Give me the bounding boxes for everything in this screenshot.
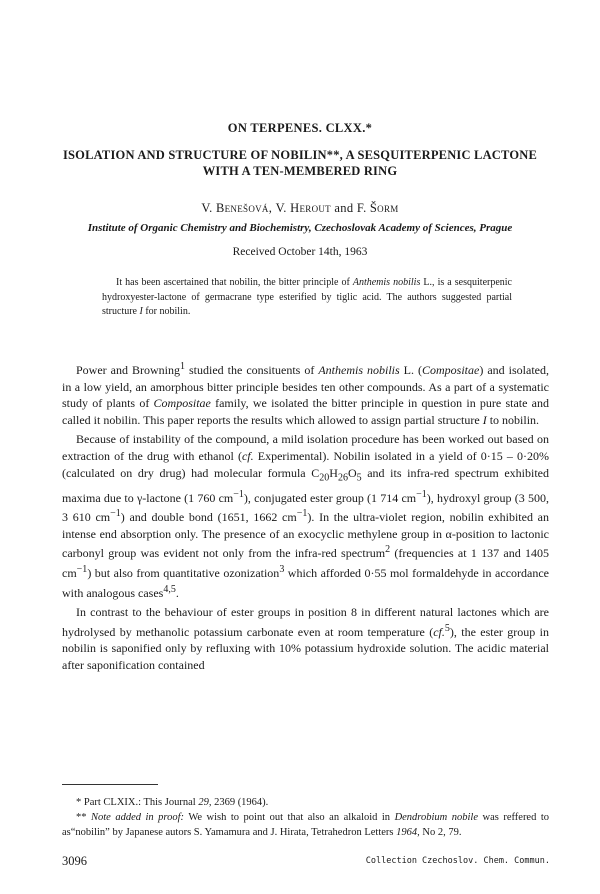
citation-ref: 1 — [180, 361, 185, 372]
text-run: . — [175, 585, 179, 600]
unit-exponent: −1 — [296, 508, 308, 520]
abstract-species: Anthemis nobilis — [352, 277, 421, 288]
text-run: L. ( — [399, 363, 422, 377]
note-label: Note added in proof: — [91, 812, 185, 823]
received-date: Received October 14th, 1963 — [232, 246, 368, 258]
footnote-2 — [62, 810, 549, 840]
text-run: O — [347, 465, 357, 480]
text-run: No 2, 79. — [419, 827, 462, 838]
text-italic: cf. — [241, 448, 254, 463]
abstract-structure-ref: I — [139, 306, 143, 317]
author-1: V. Benešová, — [201, 201, 273, 215]
text-run: Because of instability of the compound, a mild isolation procedure has been worked out based on extraction of the drug with ethanol ( — [62, 432, 549, 463]
paragraph-3 — [62, 604, 549, 673]
text-run: family, we isolated the bitter principle in question in pure state and called it nobilin. This paper reports the results which allowed to assign partial structure — [62, 396, 549, 427]
paragraph-1 — [62, 359, 549, 428]
series-title: ON TERPENES. CLXX.* — [227, 121, 373, 135]
volume-number: 29, — [198, 797, 212, 808]
text-run: ) and isolated, in a low yield, an amorphous bitter principle besides ten other compounds. As a part of a systematic study of plants of — [62, 363, 549, 411]
text-run: ). In the ultra-violet region, nobilin exhibited an intense end absorption only. The presence of an exocyclic methylene group in α-position to lactonic carbonyl group was evident not only from the infra-red spectrum — [62, 510, 550, 561]
unit-exponent: −1 — [416, 488, 427, 500]
text-run: was reffered to as“nobilin” by Japanese autors S. Yamamura and J. Hirata, Tetrahedron Letters — [62, 812, 550, 838]
text-run: to nobilin. — [486, 412, 540, 427]
abstract — [102, 276, 512, 320]
text-run: and its infra-red spectrum exhibited maxima due to γ-lactone (1 760 cm — [62, 465, 549, 505]
author-3: F. Šorm — [356, 201, 399, 215]
text-run: ) but also from quantitative ozonization — [87, 565, 280, 580]
text-run: * Part CLXIX.: This Journal — [76, 797, 199, 808]
citation-ref: 3 — [279, 563, 285, 575]
text-run: studied the consituents of — [185, 363, 319, 377]
authors-conjunction: and — [334, 201, 354, 215]
affiliation: Institute of Organic Chemistry and Biochemistry, Czechoslovak Academy of Sciences, Prague — [87, 222, 513, 234]
abstract-text: for nobilin. — [142, 306, 191, 317]
formula-subscript: 26 — [337, 471, 348, 483]
text-run: Experimental). Nobilin isolated in a yield of 0·15 – 0·20% (calculated on dry drug) had molecular formula C — [62, 448, 549, 480]
paragraph-2 — [62, 431, 549, 601]
family-name: Compositae — [422, 363, 480, 377]
authors-line — [0, 201, 600, 216]
citation-ref: 5 — [444, 622, 450, 634]
text-run: 2369 (1964). — [211, 797, 269, 808]
footnotes — [62, 795, 549, 840]
page-number: 3096 — [62, 854, 87, 868]
family-name: Compositae — [153, 396, 211, 411]
text-run: ** — [76, 812, 91, 823]
journal-name: Collection Czechoslov. Chem. Commun. — [365, 856, 550, 866]
text-run: which afforded 0·55 mol formaldehyde in accordance with analogous cases — [62, 565, 549, 600]
text-run: ), conjugated ester group (1 714 cm — [243, 490, 417, 505]
citation-ref: 2 — [385, 544, 391, 556]
paper-title: ISOLATION AND STRUCTURE OF NOBILIN**, A SESQUITERPENIC LACTONE WITH A TEN-MEMBERED RING — [62, 148, 538, 178]
text-italic: cf. — [433, 624, 445, 639]
text-run: ), hydroxyl group (3 500, 3 610 cm — [62, 490, 549, 525]
text-run: ) and double bond (1651, 1662 cm — [120, 510, 297, 525]
text-run: (frequencies at 1 137 and 1405 cm — [62, 546, 549, 580]
text-run: We wish to point out that also an alkaloid in — [184, 812, 395, 823]
abstract-text: L., is a sesquiterpenic hydroxyester-lactone of germacrane type esterified by tiglic acid. The authors suggested partial structure — [102, 277, 512, 317]
formula-subscript: 5 — [356, 471, 362, 483]
unit-exponent: −1 — [110, 508, 121, 520]
unit-exponent: −1 — [233, 488, 244, 500]
text-run: H — [329, 465, 338, 480]
footnote-1 — [62, 795, 549, 810]
structure-ref: I — [482, 412, 487, 427]
year: 1964, — [396, 827, 420, 838]
text-run: In contrast to the behaviour of ester groups in position 8 in different natural lactones which are hydrolysed by methanolic potassium carbonate even at room temperature ( — [62, 605, 549, 639]
text-run: ), the ester group in nobilin is saponified only by refluxing with 10% potassium hydroxide solution. The acidic material after saponification contained — [62, 624, 549, 672]
body-text — [62, 359, 549, 676]
unit-exponent: −1 — [76, 563, 88, 575]
text-run: Power and Browning — [76, 363, 180, 377]
footnote-rule — [62, 784, 158, 785]
author-2: V. Herout — [275, 201, 331, 215]
abstract-text: It has been ascertained that nobilin, the bitter principle of — [116, 277, 353, 288]
species-name: Anthemis nobilis — [318, 363, 400, 377]
formula-subscript: 20 — [319, 471, 330, 483]
citation-ref: 4,5 — [163, 583, 176, 595]
species-name: Dendrobium nobile — [394, 812, 478, 823]
